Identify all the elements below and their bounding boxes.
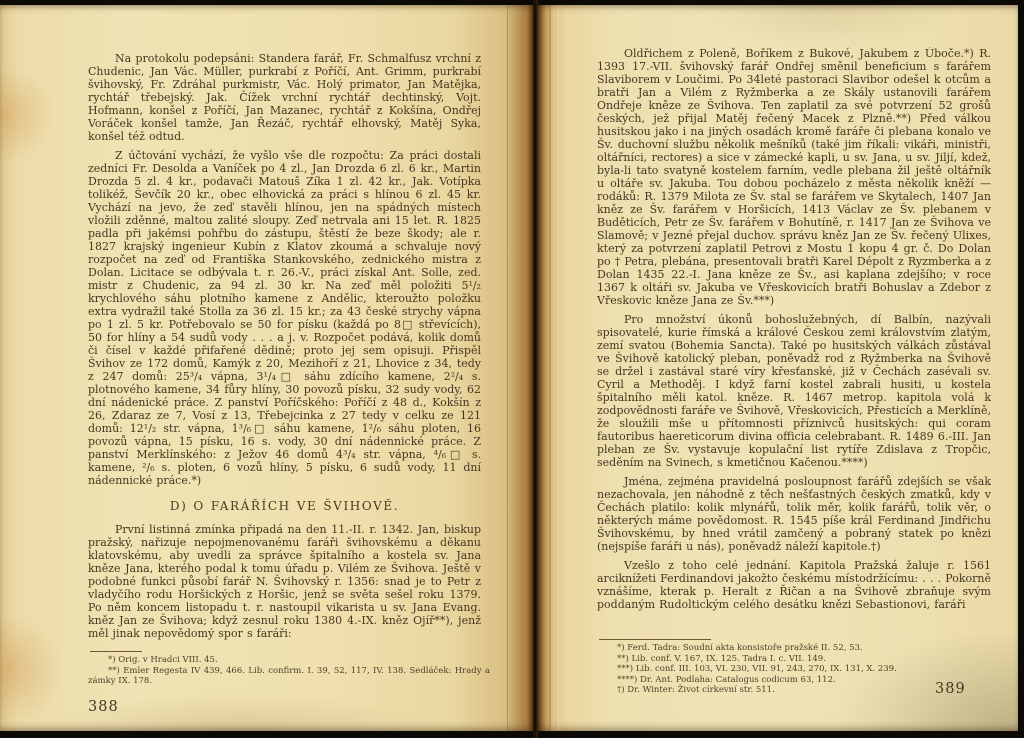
footnote-rule	[90, 651, 142, 652]
left-page	[0, 5, 534, 731]
left-text-column	[88, 52, 481, 644]
paragraph: První listinná zmínka připadá na den 11.-II. r. 1342. Jan, biskup pražský, nařizuje nepojmenovanému faráři švihovskému a děkanu klatovskému, aby uvedli za správce špitalního a kostela sv. Jana kněze Jana, kterého podal k tomu úřadu p. Vilém ze Švihova. Ještě v podobné funkci působí farář N. Švihovský r. 1356: snad je to Petr z vladyčího rodu Horšických z Horšic, jenž se světa sešel roku 1379. Po něm koncem listopadu t. r. nastoupil vikarista u sv. Jana Evang. kněz Jan ze Švihova; když zesnul roku 1380 4.-IX. kněz Ojíř**), jenž měl jinak nepovědomý spor s faráři:	[88, 523, 481, 640]
paragraph: Jména, zejména pravidelná posloupnost farářů zdejších se však nezachovala, jen náhodně z těch nešťastných českých zmatků, kdy v Čechách platilo: kolik mlynářů, tolik měr, kolik farářů, tolik věr, o některých máme povědomost. R. 1545 píše král Ferdinand Jindřichu Švihovskému, by hned vrátil zamčený a pobraný statek po knězi (nejspíše faráři u nás), poněvadž náleží kapitole.†)	[597, 475, 991, 553]
footnote: *) Ferd. Tadra: Soudní akta konsistoře pražské II. 52, 53.	[617, 643, 863, 653]
footnote: ***) Lib. conf. III. 103, VI. 230, VII. 91, 243, 270, IX. 131, X. 239.	[617, 664, 897, 674]
page-number: 389	[935, 681, 966, 697]
footnote: **) Emler Regesta IV 439, 466. Lib. confirm. I. 39, 52, 117, IV. 138. Sedláček: Hrady a zámky IX. 178.	[88, 665, 490, 686]
paragraph: Oldřichem z Poleně, Boříkem z Bukové, Jakubem z Úboče.*) R. 1393 17.-VII. švihovský farář Ondřej směnil beneficium s farářem Slaviborem v Loučimi. Po 34leté pastoraci Slavibor odešel k otcům a bratři Jan a Vilém z Ryžmberka a ze Skály ustanovili farářem Ondřeje kněze ze Švihova. Ten zaplatil za své potvrzení 52 grošů českých, jež přijal Matěj řečený Macek z Plzně.**) Před válkou husitskou jako i na jiných osadách kromě faráře či plebana konalo ve Šv. duchovní službu několik mešníků (také jim říkali: vikáři, ministři, oltářníci, rectores) a sice v zámecké kapli, u sv. Jana, u sv. Jiljí, kdež, byla-li tato svatyně kostelem farním, vedle plebana žil ještě oltářník u oltáře sv. Jakuba. Tou dobou pocházelo z města několik kněží — rodáků: R. 1379 Milota ze Šv. stal se farářem ve Skytalech, 1407 Jan kněz ze Šv. farářem v Horšicích, 1413 Václav ze Šv. plebanem v Buděticích, Petr ze Šv. farářem v Bohutíně, r. 1417 Jan ze Švihova ve Slamově; v Jezné přejal duchov. správu kněz Jan ze Šv. řečený Ulixes, který za potvrzení zaplatil Petrovi z Mostu 1 kopu 4 gr. č. Do Dolan po † Petra, plebána, presentovali bratři Karel Dépolt z Ryzmberka a z Dolan 1435 22.-I. Jana kněze ze Šv., asi kaplana zdejšího; v roce 1367 k oltáři sv. Jakuba ve Vřeskovicích bratři Bohuslav a Zdebor z Vřeskovic kněze Jana ze Šv.***)	[597, 47, 991, 307]
left-footnotes	[88, 651, 490, 687]
section-heading: D) O FARÁŘÍCH VE ŠVIHOVĚ.	[169, 499, 400, 513]
footnote: †) Dr. Winter: Život církevní str. 511.	[617, 685, 775, 695]
footnote: *) Orig. v Hradci VIII. 45.	[108, 655, 218, 665]
page-crease	[549, 5, 551, 731]
footnote: **) Lib. conf. V. 167, IX. 125. Tadra I. c. VII. 149.	[617, 653, 826, 664]
right-page	[537, 5, 1018, 731]
footnote-rule	[599, 639, 711, 640]
paragraph: Vzešlo z toho celé jednání. Kapitola Pražská žaluje r. 1561 arciknížeti Ferdinandovi jakožto českému místodržícímu: . . . Pokorně vznášíme, kterak p. Heralt z Řičan a na Švihově zbraňuje svým poddaným Rudoltickým celého desátku knězi Sebastionovi, faráři	[597, 559, 991, 611]
footnote: ****) Dr. Ant. Podlaha: Catalogus codicum 63, 112.	[617, 674, 836, 685]
page-crease	[558, 5, 559, 731]
page-crease	[507, 5, 508, 731]
page-number: 388	[88, 699, 119, 715]
right-text-column	[597, 47, 991, 635]
paragraph: Z účtování vychází, že vyšlo vše dle rozpočtu: Za práci dostali zedníci Fr. Desolda a Vaníček po 4 zl., Jan Drozda 6 zl. 6 kr., Martin Drozda 5 zl. 4 kr., podavači Matouš Zíka 1 zl. 42 kr., Jak. Votípka tolikéž, Ševčík 20 kr., obec elhovická za práci s hlínou 6 zl. 45 kr. Vychází na jevo, že zeď stavěli hlínou, jen na spádných místech vložili zděnné, maltou zalité sloupy. Zeď netrvala ani 15 let. R. 1825 padla při jakémsi pohřbu do zástupu, štěstí že beze škody; ale r. 1827 krajský ingenieur Kubín z Klatov zkoumá a schvaluje nový rozpočet na zeď od Františka Stankovského, zednického mistra z Dolan. Licitace se odbývala t. r. 26.-V., práci získal Ant. Solle, zed. mistr z Chudenic, za 94 zl. 30 kr. Na zeď měl položiti 5¹/₂ krychlového sáhu plotního kamene z Andělic, kteroužto položku extra vydražil také Stolla za 36 zl. 15 kr.; za 43 české strychy vápna po 1 zl. 5 kr. Potřebovalo se 50 for písku (každá po 8□ střevících), 50 for hlíny a 54 sudů vody . . . a j. v. Rozpočet podává, kolik domů či čísel v každé přifařené dědině; proto jej sem opisuji. Přispěl Švihov ze 172 domů, Kamýk z 20, Mezihoří z 21, Lhovice z 34, tedy z 247 domů: 25³/₄ vápna, 3¹/₄□ sáhu zdícího kamene, 2²/₄ s. plotnového kamene, 34 fůry hlíny, 30 povozů písku, 32 sudy vody, 62 dní nádenické práce. Z panství Poříčského: Poříčí z 48 d., Kokšín z 26, Zdaraz ze 7, Vosí z 13, Třebejcinka z 27 tedy v celku ze 121 domů: 12¹/₂ str. vápna, 1³/₆□ sáhu kamene, 1²/₆ sáhu ploten, 16 povozů vápna, 15 písku, 16 s. vody, 30 dní nádennické práce. Z panství Merklínského: z Ježov 46 domů 4³/₄ str. vápna, ⁴/₆□ s. kamene, ²/₆ s. ploten, 6 vozů hlíny, 5 písku, 6 sudů vody, 11 dní nádennické práce.*)	[88, 149, 481, 487]
paragraph: Na protokolu podepsáni: Standera farář, Fr. Schmalfusz vrchní z Chudenic, Jan Vác. Müller, purkrabí z Poříčí, Ant. Grimm, purkrabí švihovský, Fr. Zdráhal purkmistr, Vác. Holý primator, Jan Matějka, rychtář třebejský. Jak. Čížek vrchní rychtář dechtinský, Vojt. Hofmann, konšel z Poříčí, Jan Mazanec, rychtář z Kokšína, Ondřej Voráček konšel tamže, Jan Řezáč, rychtář elhovský, Matěj Syka, konšel též odtud.	[88, 52, 481, 143]
paragraph: Pro množství úkonů bohoslužebných, dí Balbín, nazývali spisovatelé, kurie římská a králové Českou zemi královstvím zlatým, zemí svatou (Bohemia Sancta). Také po husitských válkách zůstával ve Švihově katolický pleban, poněvadž rod z Ryžmberka na Švihově se držel i zastával staré víry křesťanské, již v Čechách zasévali sv. Cyril a Methoděj. I když farní kostel zabrali husiti, u kostela špitalního měli katol. kněze. R. 1467 metrop. kapitola volá k zodpovědnosti faráře ve Švihově, Vřeskovicích, Přesticích a Merklíně, že sloužili mše u přítomnosti příznivců husitských: qui coram fautoribus haereticorum divina officia celebrabant. R. 1489 6.-III. Jan pleban ze Šv. vystavuje kopulační list rytíře Zdislava z Tropčic, seděním na Svinech, s kmetičnou Kačenou.****)	[597, 313, 991, 469]
